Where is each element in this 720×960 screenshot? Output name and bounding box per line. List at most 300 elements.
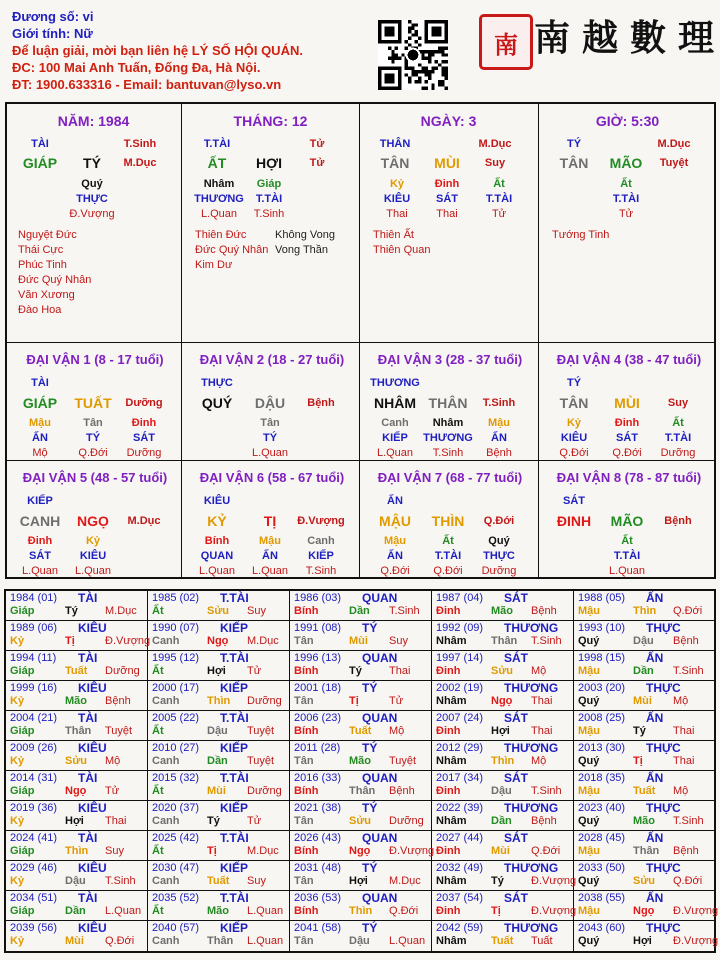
pillar-tinh: Suy bbox=[484, 157, 506, 169]
year-can: Quý bbox=[578, 875, 600, 887]
owner-name: Đương số: vi bbox=[12, 9, 94, 24]
year-label: 2027 (44) bbox=[436, 832, 484, 844]
year-chi: Thân bbox=[633, 845, 660, 857]
year-truong-sinh: Thai bbox=[105, 815, 127, 827]
year-chi: Tý bbox=[65, 605, 78, 617]
hidden-truong-sinh: Q.Đới bbox=[612, 447, 642, 459]
year-than: KIẾP bbox=[220, 681, 249, 695]
year-label: 2016 (33) bbox=[294, 772, 342, 784]
star-item: Đức Quý Nhân bbox=[18, 274, 92, 286]
year-label: 2017 (34) bbox=[436, 772, 484, 784]
year-than: THỰC bbox=[646, 741, 681, 755]
dai-van-tinh: T.Sinh bbox=[482, 397, 516, 409]
year-label: 2009 (26) bbox=[10, 742, 58, 754]
year-cell bbox=[147, 890, 288, 920]
year-truong-sinh: M.Dục bbox=[389, 875, 421, 887]
year-label: 2026 (43) bbox=[294, 832, 342, 844]
year-cell bbox=[147, 770, 288, 800]
year-chi: Thìn bbox=[207, 695, 231, 707]
year-truong-sinh: Q.Đới bbox=[673, 605, 703, 617]
year-can: Ất bbox=[152, 905, 164, 917]
year-can: Đinh bbox=[436, 725, 461, 737]
year-label: 2001 (18) bbox=[294, 682, 342, 694]
star-item: Thiên Quan bbox=[373, 244, 431, 256]
pillar-truong-sinh: T.Sinh bbox=[123, 138, 157, 150]
year-cell bbox=[5, 890, 146, 920]
year-chi: Tị bbox=[633, 755, 643, 767]
year-chi: Tuất bbox=[349, 725, 372, 737]
year-can: Mậu bbox=[578, 845, 600, 857]
year-cell bbox=[147, 680, 288, 710]
year-chi: Sửu bbox=[349, 815, 372, 827]
year-label: 2040 (57) bbox=[152, 922, 200, 934]
year-cell bbox=[5, 740, 146, 770]
year-chi: Tuất bbox=[207, 875, 230, 887]
year-can: Giáp bbox=[10, 845, 35, 857]
year-label: 2021 (38) bbox=[294, 802, 342, 814]
year-label: 2030 (47) bbox=[152, 862, 200, 874]
year-cell bbox=[431, 860, 577, 890]
hidden-than: ẤN bbox=[32, 432, 48, 444]
year-truong-sinh: Đ.Vượng bbox=[105, 635, 151, 647]
hidden-than: T.TÀI bbox=[664, 432, 692, 444]
year-cell bbox=[289, 770, 430, 800]
year-chi: Ngọ bbox=[207, 635, 229, 647]
dai-van-2 bbox=[183, 343, 361, 459]
year-than: TÀI bbox=[78, 591, 98, 605]
year-truong-sinh: Suy bbox=[247, 605, 266, 617]
hidden-truong-sinh: Tử bbox=[618, 208, 634, 220]
year-truong-sinh: Mộ bbox=[531, 755, 547, 767]
year-chi: Sửu bbox=[207, 605, 230, 617]
year-cell bbox=[289, 650, 430, 680]
year-chi: Tý bbox=[633, 725, 646, 737]
year-cell bbox=[431, 620, 572, 650]
year-truong-sinh: Thai bbox=[531, 725, 553, 737]
year-than: KIẾP bbox=[220, 921, 249, 935]
year-can: Bính bbox=[294, 605, 319, 617]
year-than: QUAN bbox=[362, 771, 398, 785]
year-chi: Hợi bbox=[207, 665, 226, 677]
year-than: T.TÀI bbox=[220, 831, 249, 845]
year-label: 2043 (60) bbox=[578, 922, 626, 934]
year-cell bbox=[5, 800, 146, 830]
year-than: THƯƠNG bbox=[504, 621, 559, 635]
dai-van-chi: NGỌ bbox=[77, 513, 109, 529]
dai-van-than: KIẾP bbox=[27, 495, 53, 507]
year-than: KIÊU bbox=[78, 741, 107, 755]
year-truong-sinh: Mộ bbox=[673, 695, 689, 707]
year-cell bbox=[573, 920, 719, 950]
year-than: QUAN bbox=[362, 591, 398, 605]
hidden-can: Ất bbox=[620, 178, 632, 190]
hidden-truong-sinh: Dưỡng bbox=[126, 447, 162, 459]
year-than: SÁT bbox=[504, 591, 528, 605]
pillar-chi: TÝ bbox=[83, 155, 101, 171]
dai-van-can: CANH bbox=[19, 513, 61, 529]
dai-van-than: KIÊU bbox=[203, 495, 231, 507]
year-truong-sinh: Bệnh bbox=[531, 815, 557, 827]
year-can: Mậu bbox=[578, 905, 600, 917]
hidden-can: Tân bbox=[83, 417, 103, 429]
year-truong-sinh: Bệnh bbox=[673, 635, 699, 647]
year-cell bbox=[289, 590, 430, 620]
year-can: Canh bbox=[152, 935, 180, 947]
year-cell bbox=[573, 740, 714, 770]
year-cell bbox=[573, 680, 714, 710]
dai-van-than: SÁT bbox=[563, 495, 585, 507]
year-cell bbox=[5, 860, 146, 890]
hidden-can: Mậu bbox=[259, 535, 281, 547]
hidden-can: Tân bbox=[260, 417, 280, 429]
year-truong-sinh: Thai bbox=[673, 725, 695, 737]
year-than: ẤN bbox=[646, 591, 664, 605]
hidden-truong-sinh: Thai bbox=[436, 208, 458, 220]
year-label: 1987 (04) bbox=[436, 592, 484, 604]
hidden-can: Giáp bbox=[256, 178, 282, 190]
year-truong-sinh: L.Quan bbox=[247, 905, 284, 917]
year-cell bbox=[147, 620, 288, 650]
year-than: TÝ bbox=[362, 861, 378, 875]
year-cell bbox=[573, 590, 714, 620]
star-item: Thiên Ất bbox=[373, 229, 414, 241]
dai-van-than: TÝ bbox=[566, 377, 582, 389]
year-label: 2034 (51) bbox=[10, 892, 58, 904]
year-than: QUAN bbox=[362, 711, 398, 725]
hidden-than: ẤN bbox=[491, 432, 507, 444]
hidden-than: ẤN bbox=[387, 550, 403, 562]
year-chi: Thân bbox=[349, 785, 376, 797]
year-chi: Tị bbox=[65, 635, 75, 647]
dai-van-chi: THÌN bbox=[431, 513, 465, 529]
pillar-truong-sinh: M.Dục bbox=[657, 138, 691, 150]
year-cell bbox=[147, 740, 288, 770]
year-chi: Tý bbox=[491, 875, 504, 887]
year-label: 1993 (10) bbox=[578, 622, 626, 634]
year-cell bbox=[5, 680, 146, 710]
hidden-can: Đinh bbox=[434, 178, 460, 190]
hidden-can: Kỷ bbox=[85, 535, 101, 547]
year-cell bbox=[573, 620, 714, 650]
star-item-negative: Vong Thần bbox=[275, 244, 329, 256]
hidden-truong-sinh: T.Sinh bbox=[305, 565, 337, 577]
year-chi: Mùi bbox=[207, 785, 226, 797]
year-chi: Hợi bbox=[349, 875, 368, 887]
pillar-title: THÁNG: 12 bbox=[233, 113, 308, 129]
year-label: 2035 (52) bbox=[152, 892, 200, 904]
year-than: TÝ bbox=[362, 681, 378, 695]
year-chi: Mão bbox=[633, 815, 655, 827]
hidden-than: THƯƠNG bbox=[194, 193, 244, 205]
star-item: Thái Cực bbox=[18, 244, 64, 256]
year-chi: Mùi bbox=[349, 635, 368, 647]
year-cell bbox=[431, 770, 572, 800]
pillar-can: ẤT bbox=[207, 155, 227, 171]
year-truong-sinh: T.Sinh bbox=[673, 665, 704, 677]
star-item: Văn Xương bbox=[18, 289, 75, 301]
hidden-can: Quý bbox=[81, 178, 103, 190]
hidden-can: Quý bbox=[488, 535, 510, 547]
hidden-than: SÁT bbox=[29, 550, 51, 562]
year-label: 2041 (58) bbox=[294, 922, 342, 934]
dai-van-than: THỰC bbox=[201, 377, 233, 389]
year-than: THƯƠNG bbox=[504, 681, 559, 695]
year-can: Mậu bbox=[578, 665, 600, 677]
year-truong-sinh: Đ.Vượng bbox=[531, 905, 577, 917]
year-truong-sinh: Thai bbox=[673, 755, 695, 767]
year-label: 1992 (09) bbox=[436, 622, 484, 634]
year-label: 2042 (59) bbox=[436, 922, 484, 934]
year-than: TÝ bbox=[362, 741, 378, 755]
dai-van-title: ĐẠI VẬN 8 (78 - 87 tuổi) bbox=[556, 470, 702, 485]
hidden-can: Ất bbox=[493, 178, 505, 190]
year-label: 2022 (39) bbox=[436, 802, 484, 814]
dai-van-can: ĐINH bbox=[556, 513, 592, 529]
year-cell bbox=[431, 650, 572, 680]
year-can: Mậu bbox=[578, 605, 600, 617]
year-can: Nhâm bbox=[436, 755, 467, 767]
year-can: Giáp bbox=[10, 605, 35, 617]
year-can: Giáp bbox=[10, 665, 35, 677]
hidden-than: KIẾP bbox=[382, 432, 408, 444]
year-truong-sinh: Suy bbox=[389, 635, 408, 647]
brand-char: 南 bbox=[534, 17, 571, 59]
hidden-can: Đinh bbox=[131, 417, 157, 429]
dai-van-tinh: Đ.Vượng bbox=[297, 515, 345, 527]
year-chi: Thìn bbox=[491, 755, 515, 767]
dai-van-can: NHÂM bbox=[374, 395, 416, 411]
pillar-can: TÂN bbox=[559, 155, 589, 171]
year-label: 2013 (30) bbox=[578, 742, 626, 754]
hidden-truong-sinh: L.Quan bbox=[608, 565, 646, 577]
year-cell bbox=[573, 890, 719, 920]
year-truong-sinh: Tuyệt bbox=[247, 755, 275, 767]
year-than: TÀI bbox=[78, 711, 98, 725]
year-can: Đinh bbox=[436, 845, 461, 857]
pillar-4 bbox=[540, 104, 715, 342]
year-truong-sinh: Q.Đới bbox=[531, 845, 561, 857]
dai-van-title: ĐẠI VẬN 3 (28 - 37 tuổi) bbox=[377, 352, 523, 367]
year-label: 1999 (16) bbox=[10, 682, 58, 694]
year-truong-sinh: Đ.Vượng bbox=[673, 935, 719, 947]
year-label: 2024 (41) bbox=[10, 832, 58, 844]
hidden-truong-sinh: Tử bbox=[491, 208, 507, 220]
year-chi: Mùi bbox=[633, 695, 652, 707]
year-can: Mậu bbox=[578, 785, 600, 797]
dai-van-title: ĐẠI VẬN 4 (38 - 47 tuổi) bbox=[556, 352, 702, 367]
year-than: ẤN bbox=[646, 711, 664, 725]
year-can: Tân bbox=[294, 935, 314, 947]
year-label: 2008 (25) bbox=[578, 712, 626, 724]
year-can: Bính bbox=[294, 725, 319, 737]
pillar-can: GIÁP bbox=[22, 155, 58, 171]
year-chi: Ngọ bbox=[633, 905, 655, 917]
dai-van-chi: DẬU bbox=[254, 395, 286, 411]
year-label: 2011 (28) bbox=[294, 742, 341, 754]
hidden-than: T.TÀI bbox=[485, 193, 513, 205]
year-can: Canh bbox=[152, 815, 180, 827]
year-label: 2033 (50) bbox=[578, 862, 626, 874]
brand-char: 越 bbox=[582, 17, 619, 59]
pillar-than: TÀI bbox=[31, 138, 49, 150]
hidden-than: THỰC bbox=[483, 550, 515, 562]
year-chi: Tị bbox=[207, 845, 217, 857]
dai-van-can: GIÁP bbox=[22, 395, 58, 411]
year-can: Canh bbox=[152, 695, 180, 707]
dai-van-can: TÂN bbox=[559, 395, 589, 411]
year-chi: Hợi bbox=[633, 935, 652, 947]
hidden-can: Canh bbox=[381, 417, 409, 429]
year-truong-sinh: Bệnh bbox=[673, 845, 699, 857]
year-than: TÀI bbox=[78, 771, 98, 785]
dai-van-tinh: Suy bbox=[667, 397, 689, 409]
year-chi: Mùi bbox=[65, 935, 84, 947]
year-cell bbox=[289, 680, 430, 710]
year-chi: Ngọ bbox=[65, 785, 87, 797]
year-chi: Mão bbox=[349, 755, 371, 767]
year-can: Quý bbox=[578, 635, 600, 647]
year-label: 1998 (15) bbox=[578, 652, 626, 664]
year-truong-sinh: Dưỡng bbox=[247, 785, 282, 797]
year-truong-sinh: Thai bbox=[531, 695, 553, 707]
year-can: Tân bbox=[294, 695, 314, 707]
year-truong-sinh: M.Dục bbox=[247, 635, 279, 647]
year-truong-sinh: Dưỡng bbox=[105, 665, 140, 677]
hidden-can: Ất bbox=[672, 417, 684, 429]
year-cell bbox=[573, 860, 714, 890]
year-can: Kỷ bbox=[10, 755, 25, 767]
year-label: 1994 (11) bbox=[10, 652, 57, 664]
pillar-chi: MÙI bbox=[434, 155, 460, 171]
hidden-than: SÁT bbox=[133, 432, 155, 444]
year-chi: Thìn bbox=[349, 905, 373, 917]
year-label: 1988 (05) bbox=[578, 592, 626, 604]
year-than: QUAN bbox=[362, 831, 398, 845]
year-can: Canh bbox=[152, 635, 180, 647]
pillar-2 bbox=[183, 104, 358, 342]
year-label: 2003 (20) bbox=[578, 682, 626, 694]
hidden-than: ẤN bbox=[262, 550, 278, 562]
year-truong-sinh: T.Sinh bbox=[105, 875, 136, 887]
year-can: Canh bbox=[152, 755, 180, 767]
year-than: TÝ bbox=[362, 801, 378, 815]
year-than: TÝ bbox=[362, 621, 378, 635]
year-than: THƯƠNG bbox=[504, 801, 559, 815]
dai-van-tinh: Bệnh bbox=[664, 515, 692, 527]
year-chi: Tuất bbox=[65, 665, 88, 677]
year-cell bbox=[573, 650, 714, 680]
pillar-3 bbox=[361, 104, 536, 342]
hidden-can: Canh bbox=[307, 535, 335, 547]
year-truong-sinh: Đ.Vượng bbox=[673, 905, 719, 917]
year-than: ẤN bbox=[646, 891, 664, 905]
year-cell bbox=[289, 740, 430, 770]
dai-van-than: ẤN bbox=[387, 495, 403, 507]
year-chi: Sửu bbox=[491, 665, 514, 677]
year-label: 2038 (55) bbox=[578, 892, 626, 904]
year-truong-sinh: Tử bbox=[247, 665, 262, 677]
year-can: Giáp bbox=[10, 785, 35, 797]
year-label: 2025 (42) bbox=[152, 832, 200, 844]
year-truong-sinh: Thai bbox=[389, 665, 411, 677]
pillar-title: GIỜ: 5:30 bbox=[595, 113, 660, 129]
hidden-than: QUAN bbox=[200, 550, 234, 562]
year-chi: Mão bbox=[207, 905, 229, 917]
star-item: Kim Dư bbox=[195, 259, 233, 271]
gender: Giới tính: Nữ bbox=[12, 26, 93, 41]
year-can: Tân bbox=[294, 755, 314, 767]
hidden-can: Nhâm bbox=[203, 178, 235, 190]
year-chi: Dậu bbox=[491, 785, 512, 797]
year-chi: Ngọ bbox=[491, 695, 513, 707]
year-can: Quý bbox=[578, 935, 600, 947]
year-chi: Dần bbox=[349, 605, 370, 617]
year-chi: Sửu bbox=[65, 755, 88, 767]
year-chi: Tý bbox=[349, 665, 362, 677]
year-label: 2010 (27) bbox=[152, 742, 200, 754]
year-cell bbox=[573, 770, 714, 800]
hidden-truong-sinh: L.Quan bbox=[251, 565, 289, 577]
year-chi: Dậu bbox=[633, 635, 654, 647]
year-can: Quý bbox=[578, 695, 600, 707]
year-truong-sinh: Tử bbox=[105, 785, 120, 797]
year-can: Quý bbox=[578, 755, 600, 767]
pillar-truong-sinh: M.Dục bbox=[478, 138, 512, 150]
year-than: SÁT bbox=[504, 651, 528, 665]
year-truong-sinh: T.Sinh bbox=[531, 635, 562, 647]
year-label: 2005 (22) bbox=[152, 712, 200, 724]
year-label: 1986 (03) bbox=[294, 592, 342, 604]
hidden-than: KIÊU bbox=[560, 432, 588, 444]
year-cell bbox=[289, 800, 430, 830]
hidden-truong-sinh: Q.Đới bbox=[380, 565, 410, 577]
year-can: Kỷ bbox=[10, 815, 25, 827]
year-label: 2020 (37) bbox=[152, 802, 200, 814]
hidden-than: T.TÀI bbox=[612, 193, 640, 205]
hidden-truong-sinh: T.Sinh bbox=[432, 447, 464, 459]
seal-stamp bbox=[479, 14, 533, 70]
year-than: THỰC bbox=[646, 861, 681, 875]
year-cell bbox=[289, 860, 430, 890]
year-than: KIÊU bbox=[78, 681, 107, 695]
year-can: Nhâm bbox=[436, 635, 467, 647]
year-than: KIÊU bbox=[78, 921, 107, 935]
star-item: Thiên Đức bbox=[195, 229, 247, 241]
year-than: SÁT bbox=[504, 831, 528, 845]
year-can: Bính bbox=[294, 665, 319, 677]
hidden-can: Mậu bbox=[29, 417, 51, 429]
year-than: T.TÀI bbox=[220, 591, 249, 605]
hidden-truong-sinh: Q.Đới bbox=[78, 447, 108, 459]
hidden-truong-sinh: L.Quan bbox=[376, 447, 414, 459]
hidden-can: Nhâm bbox=[432, 417, 464, 429]
year-can: Ất bbox=[152, 725, 164, 737]
year-can: Đinh bbox=[436, 665, 461, 677]
year-than: QUAN bbox=[362, 651, 398, 665]
year-than: SÁT bbox=[504, 711, 528, 725]
year-can: Nhâm bbox=[436, 815, 467, 827]
year-cell bbox=[5, 770, 146, 800]
header-info bbox=[12, 8, 303, 93]
year-cell bbox=[431, 590, 572, 620]
year-cell bbox=[289, 710, 430, 740]
year-truong-sinh: M.Dục bbox=[247, 845, 279, 857]
year-label: 2004 (21) bbox=[10, 712, 58, 724]
year-than: SÁT bbox=[504, 771, 528, 785]
hidden-can: Bính bbox=[204, 535, 230, 547]
hidden-can: Kỷ bbox=[389, 178, 405, 190]
year-than: KIẾP bbox=[220, 621, 249, 635]
